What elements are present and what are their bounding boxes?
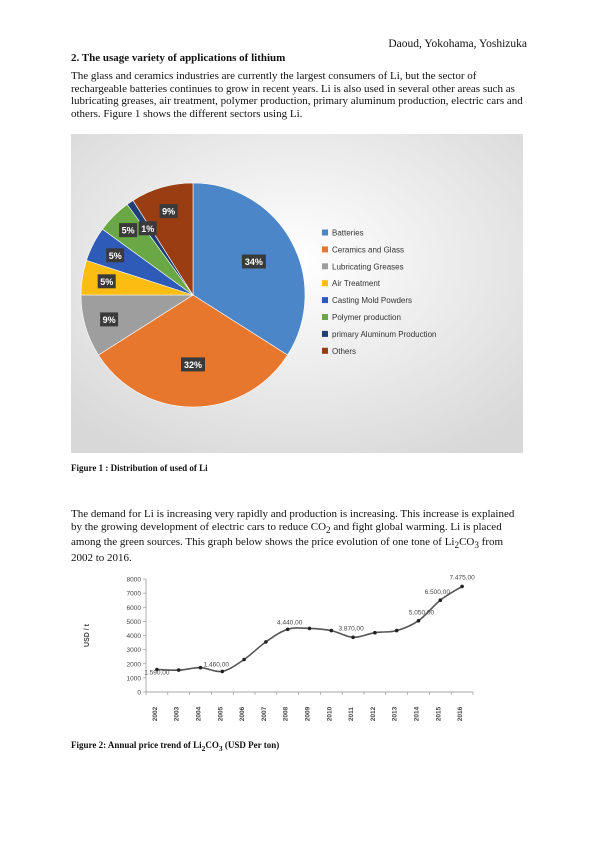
x-tick-label-13: 2015: [435, 706, 443, 722]
section-heading: 2. The usage variety of applications of lithium: [71, 52, 286, 64]
pie-data-label-5: 5%: [121, 225, 135, 236]
legend-label-7: Others: [332, 346, 357, 356]
price-point-label-0: 1.590,00: [144, 669, 170, 677]
x-tick-label-6: 2008: [282, 706, 290, 722]
legend-swatch-3: [322, 280, 328, 286]
p2-text-a: The demand for Li is increasing very rapidly and production is increasing. This increase is explained by the growing development of electric cars to reduce CO: [71, 508, 515, 533]
price-point-2: [199, 666, 203, 670]
price-point-1: [177, 668, 181, 672]
price-point-4: [242, 658, 246, 662]
fig2-caption-sub-2: 3: [218, 743, 223, 753]
price-point-label-6: 4.440,00: [277, 619, 303, 627]
legend-label-1: Ceramics and Glass: [332, 245, 405, 255]
x-tick-label-12: 2014: [413, 706, 421, 722]
x-tick-label-9: 2011: [348, 706, 356, 722]
x-tick-label-10: 2012: [369, 706, 377, 722]
y-tick-label-0: 0: [137, 689, 141, 697]
legend-label-0: Batteries: [332, 228, 364, 238]
price-point-5: [264, 640, 268, 644]
y-tick-label-5: 5000: [126, 618, 141, 626]
pie-data-label-6: 1%: [141, 223, 155, 234]
pie-data-label-1: 32%: [183, 359, 203, 370]
p2-text-b: and fight global warming. Li is placed among the green sources. This graph below shows the price evolution of one tone of Li: [71, 520, 502, 549]
price-point-3: [221, 670, 225, 674]
x-tick-label-5: 2007: [260, 706, 268, 722]
x-tick-label-11: 2013: [391, 706, 399, 722]
price-point-7: [308, 627, 312, 631]
price-point-8: [330, 629, 334, 633]
fig2-caption-sub-1: 2: [201, 743, 206, 753]
line-chart-figure: [71, 568, 523, 728]
pie-data-label-4: 5%: [108, 250, 122, 261]
pie-data-label-3: 5%: [100, 276, 114, 287]
legend-label-5: Polymer production: [332, 313, 401, 322]
fig2-caption-text-b: CO: [205, 740, 219, 750]
price-point-13: [439, 598, 443, 602]
fig2-caption-text-c: (USD Per ton): [222, 740, 280, 750]
pie-data-label-2: 9%: [102, 314, 116, 325]
y-tick-label-7: 7000: [126, 590, 141, 598]
price-point-10: [373, 631, 377, 635]
price-point-label-14: 7.475,00: [449, 574, 475, 582]
legend-swatch-6: [322, 331, 328, 337]
legend-swatch-2: [322, 263, 328, 269]
legend-swatch-0: [322, 230, 328, 236]
x-tick-label-2: 2004: [195, 706, 203, 722]
pie-data-label-7: 9%: [162, 206, 176, 217]
p2-subscript-1: 2: [326, 524, 331, 535]
legend-swatch-7: [322, 348, 328, 354]
figure2-caption: [71, 740, 279, 753]
price-point-12: [417, 619, 421, 623]
y-tick-label-1: 1000: [126, 675, 141, 683]
price-point-label-9: 3.870,00: [338, 625, 364, 633]
price-point-14: [460, 585, 464, 589]
x-tick-label-4: 2006: [239, 706, 247, 722]
x-tick-label-8: 2010: [326, 706, 334, 722]
y-tick-label-2: 2000: [126, 661, 141, 669]
price-point-label-3: 1.460,00: [203, 661, 229, 669]
price-point-11: [395, 629, 399, 633]
price-point-label-12: 5.050,00: [408, 609, 435, 617]
x-tick-label-14: 2016: [457, 706, 465, 722]
legend-label-3: Air Treatment: [332, 279, 381, 289]
legend-label-4: Casting Mold Powders: [332, 296, 413, 306]
legend-swatch-5: [322, 314, 328, 320]
p2-text-c: CO: [459, 536, 475, 549]
pie-chart-figure: [71, 134, 523, 453]
paragraph-intro: The glass and ceramics industries are currently the largest consumers of Li, but the sector of rechargeable batteries continues to grow in recent years. Li is also used in several other areas such as lubricating greases, air treatment, polymer production, primary aluminum production, electric cars and others. Figure 1 shows the different sectors using Li.: [71, 70, 523, 120]
y-tick-label-3: 3000: [126, 647, 141, 655]
legend-label-2: Lubricating Greases: [332, 262, 404, 272]
y-tick-label-8: 8000: [126, 576, 141, 584]
price-point-6: [286, 628, 290, 632]
running-head-authors: Daoud, Yokohama, Yoshizuka: [388, 38, 527, 50]
figure1-caption: Figure 1 : Distribution of used of Li: [71, 463, 208, 473]
x-tick-label-1: 2003: [173, 706, 181, 722]
y-axis-label: USD / t: [84, 624, 91, 647]
pie-chart: [71, 134, 523, 453]
legend-label-6: primary Aluminum Production: [332, 329, 437, 339]
p2-subscript-3: 3: [474, 540, 479, 551]
paragraph-demand: [71, 508, 523, 565]
y-tick-label-4: 4000: [126, 633, 141, 640]
legend-swatch-4: [322, 297, 328, 303]
price-point-9: [351, 636, 355, 640]
x-tick-label-7: 2009: [304, 706, 312, 722]
y-tick-label-6: 6000: [126, 604, 141, 612]
legend-swatch-1: [322, 246, 328, 252]
p2-subscript-2: 2: [454, 540, 460, 551]
pie-data-label-0: 34%: [244, 257, 263, 267]
p2-text-d: from 2002 to 2016.: [71, 536, 504, 565]
line-chart: [71, 568, 523, 728]
x-tick-label-3: 2005: [217, 706, 225, 722]
x-tick-label-0: 2002: [151, 706, 159, 722]
price-point-label-13: 6.500,00: [424, 589, 450, 597]
fig2-caption-text-a: Figure 2: Annual price trend of Li: [71, 740, 202, 750]
